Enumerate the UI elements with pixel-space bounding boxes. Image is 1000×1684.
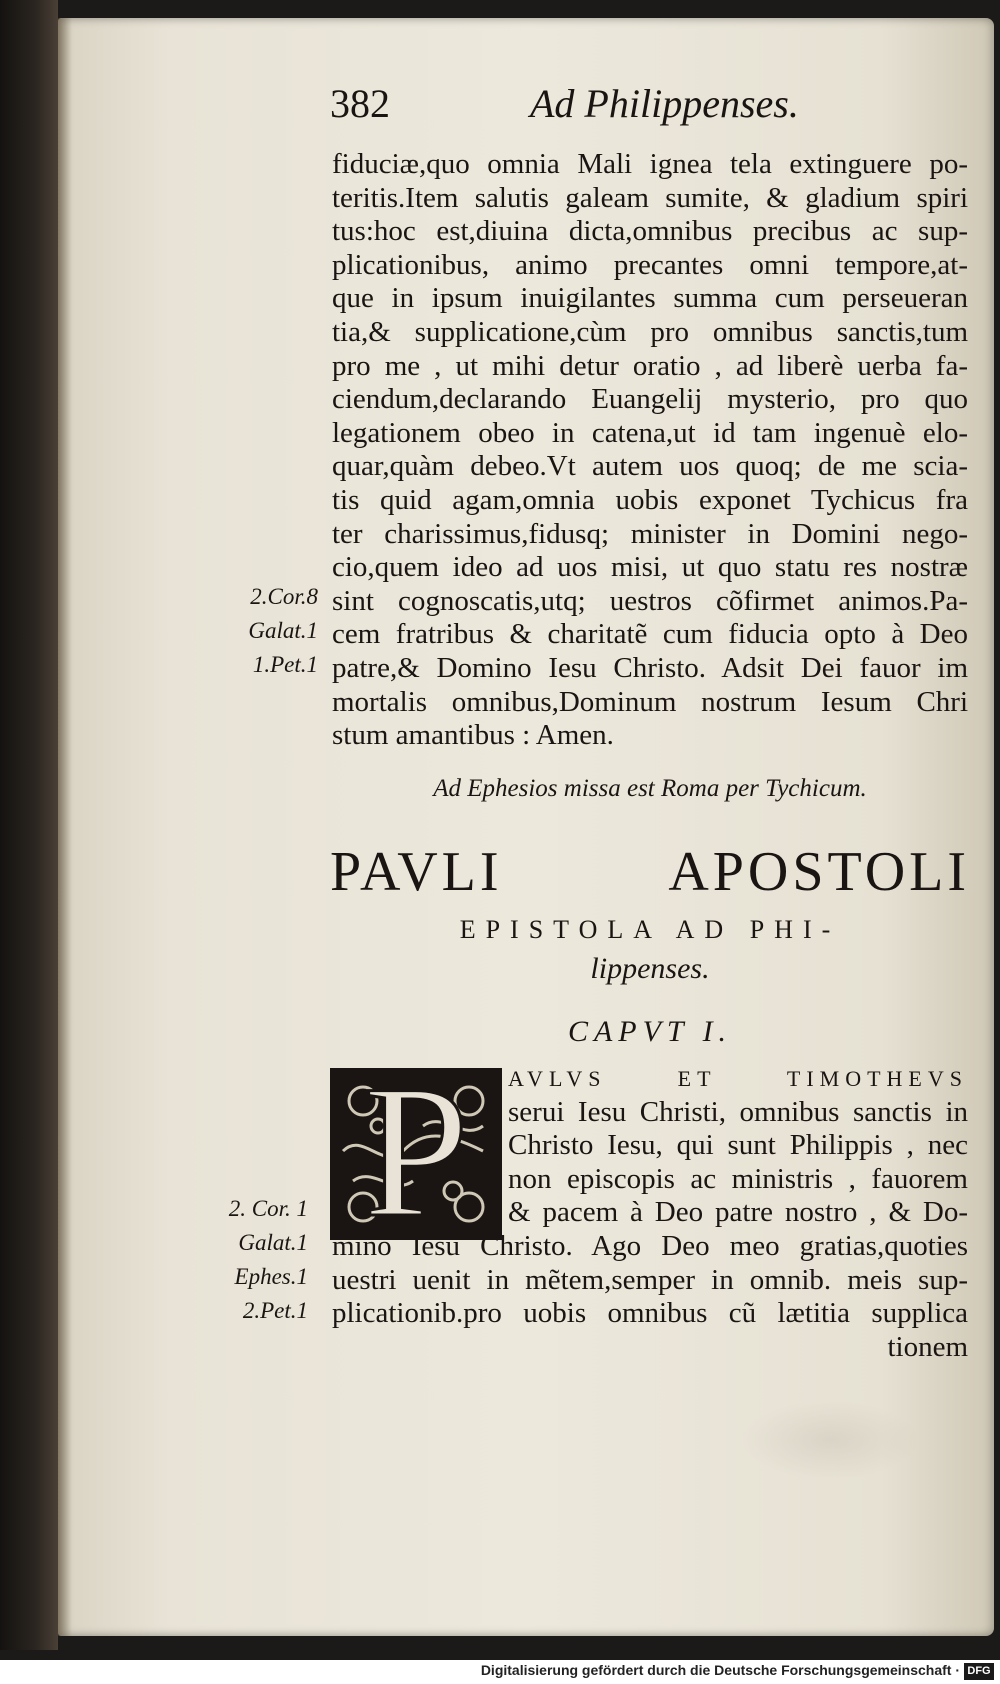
text-line: AVLVS ET TIMOTHEVS <box>508 1066 968 1091</box>
text-line: uestri uenit in mẽtem,semper in omnib. meis sup- <box>332 1263 968 1296</box>
text-line: teritis.Item salutis galeam sumite, & gladium spiri <box>332 181 968 214</box>
text-line: tia,& supplicatione,cùm pro omnibus sanctis,tum <box>332 315 968 348</box>
marginal-note-ephes1: Ephes.1 <box>234 1264 308 1289</box>
text-line: cem fratribus & charitatẽ cum fiducia opto à Deo <box>332 618 968 651</box>
text-line: mortalis omnibus,Dominum nostrum Iesum Chri <box>332 685 968 718</box>
text-line: quar,quàm debeo.Vt autem uos quoq; de me scia- <box>332 450 968 483</box>
text-line: serui Iesu Christi, omnibus sanctis in <box>508 1095 968 1128</box>
text-line: Christo Iesu, qui sunt Philippis , nec <box>508 1129 968 1162</box>
text-line: ter charissimus,fidusq; minister in Domini nego- <box>332 517 968 550</box>
text-line: plicationib.pro uobis omnibus cũ lætitia supplica <box>332 1297 968 1330</box>
text-line: non episcopis ac ministris , fauorem <box>508 1162 968 1195</box>
text-line: patre,& Domino Iesu Christo. Adsit Dei fauor im <box>332 651 968 684</box>
text-line: & pacem à Deo patre nostro , & Do- <box>508 1196 968 1229</box>
chapter-opening-text <box>508 1062 968 1230</box>
text-line: tis quid agam,omnia uobis exponet Tychicus fra <box>332 483 968 516</box>
text-line: pro me , ut mihi detur oratio , ad liberè uerba fa- <box>332 349 968 382</box>
chapter-heading: CAPVT I. <box>567 1015 733 1048</box>
marginal-note-2pet1: 2.Pet.1 <box>242 1298 308 1323</box>
catchword: tionem <box>887 1330 968 1363</box>
scan-background-left <box>0 0 58 1650</box>
marginal-note-2cor8: 2.Cor.8 <box>250 584 318 609</box>
marginal-note-galat1-b: Galat.1 <box>238 1230 308 1255</box>
page-number: 382 <box>330 81 390 126</box>
marginal-note-1pet1: 1.Pet.1 <box>252 652 318 677</box>
text-line: cio,quem ideo ad uos misi, ut quo statu res nostræ <box>332 551 968 584</box>
text-line: plicationibus, animo precantes omni tempore,at- <box>332 248 968 281</box>
page-gutter-shadow <box>58 18 72 1636</box>
sub-title-continued: lippenses. <box>590 952 710 985</box>
decorated-initial <box>330 1068 502 1240</box>
running-title: Ad Philippenses. <box>530 81 799 126</box>
marginal-note-2cor1: 2. Cor. 1 <box>228 1196 308 1221</box>
text-line: legationem obeo in catena,ut id tam ingenuè elo- <box>332 416 968 449</box>
ink-bleed-through <box>740 1400 920 1480</box>
text-line: stum amantibus : Amen. <box>332 719 614 752</box>
marginal-note-galat1: Galat.1 <box>248 618 318 643</box>
text-line: que in ipsum inuigilantes summa cum perseueran <box>332 282 968 315</box>
text-line: fiduciæ,quo omnia Mali ignea tela extinguere po- <box>332 148 968 180</box>
text-line: sint cognoscatis,utq; uestros cõfirmet animos.Pa- <box>332 584 968 617</box>
page-header <box>330 80 970 140</box>
chapter-body-text <box>332 1230 968 1364</box>
sub-title: EPISTOLA AD PHI- <box>459 915 841 944</box>
text-line: ciendum,declarando Euangelij mysterio, pro quo <box>332 383 968 416</box>
upper-body-text <box>332 148 968 753</box>
drop-cap-letter: P <box>363 1068 469 1240</box>
main-title: PAVLI APOSTOLI <box>330 841 970 903</box>
text-line: tus:hoc est,diuina dicta,omnibus precibus ac sup- <box>332 215 968 248</box>
funding-credit: Digitalisierung gefördert durch die Deutsche Forschungsgemeinschaft · <box>480 1662 960 1678</box>
colophon: Ad Ephesios missa est Roma per Tychicum. <box>433 775 867 802</box>
text-line: mino Iesu Christo. Ago Deo meo gratias,quoties <box>332 1230 968 1262</box>
dfg-logo: DFG <box>964 1663 994 1680</box>
